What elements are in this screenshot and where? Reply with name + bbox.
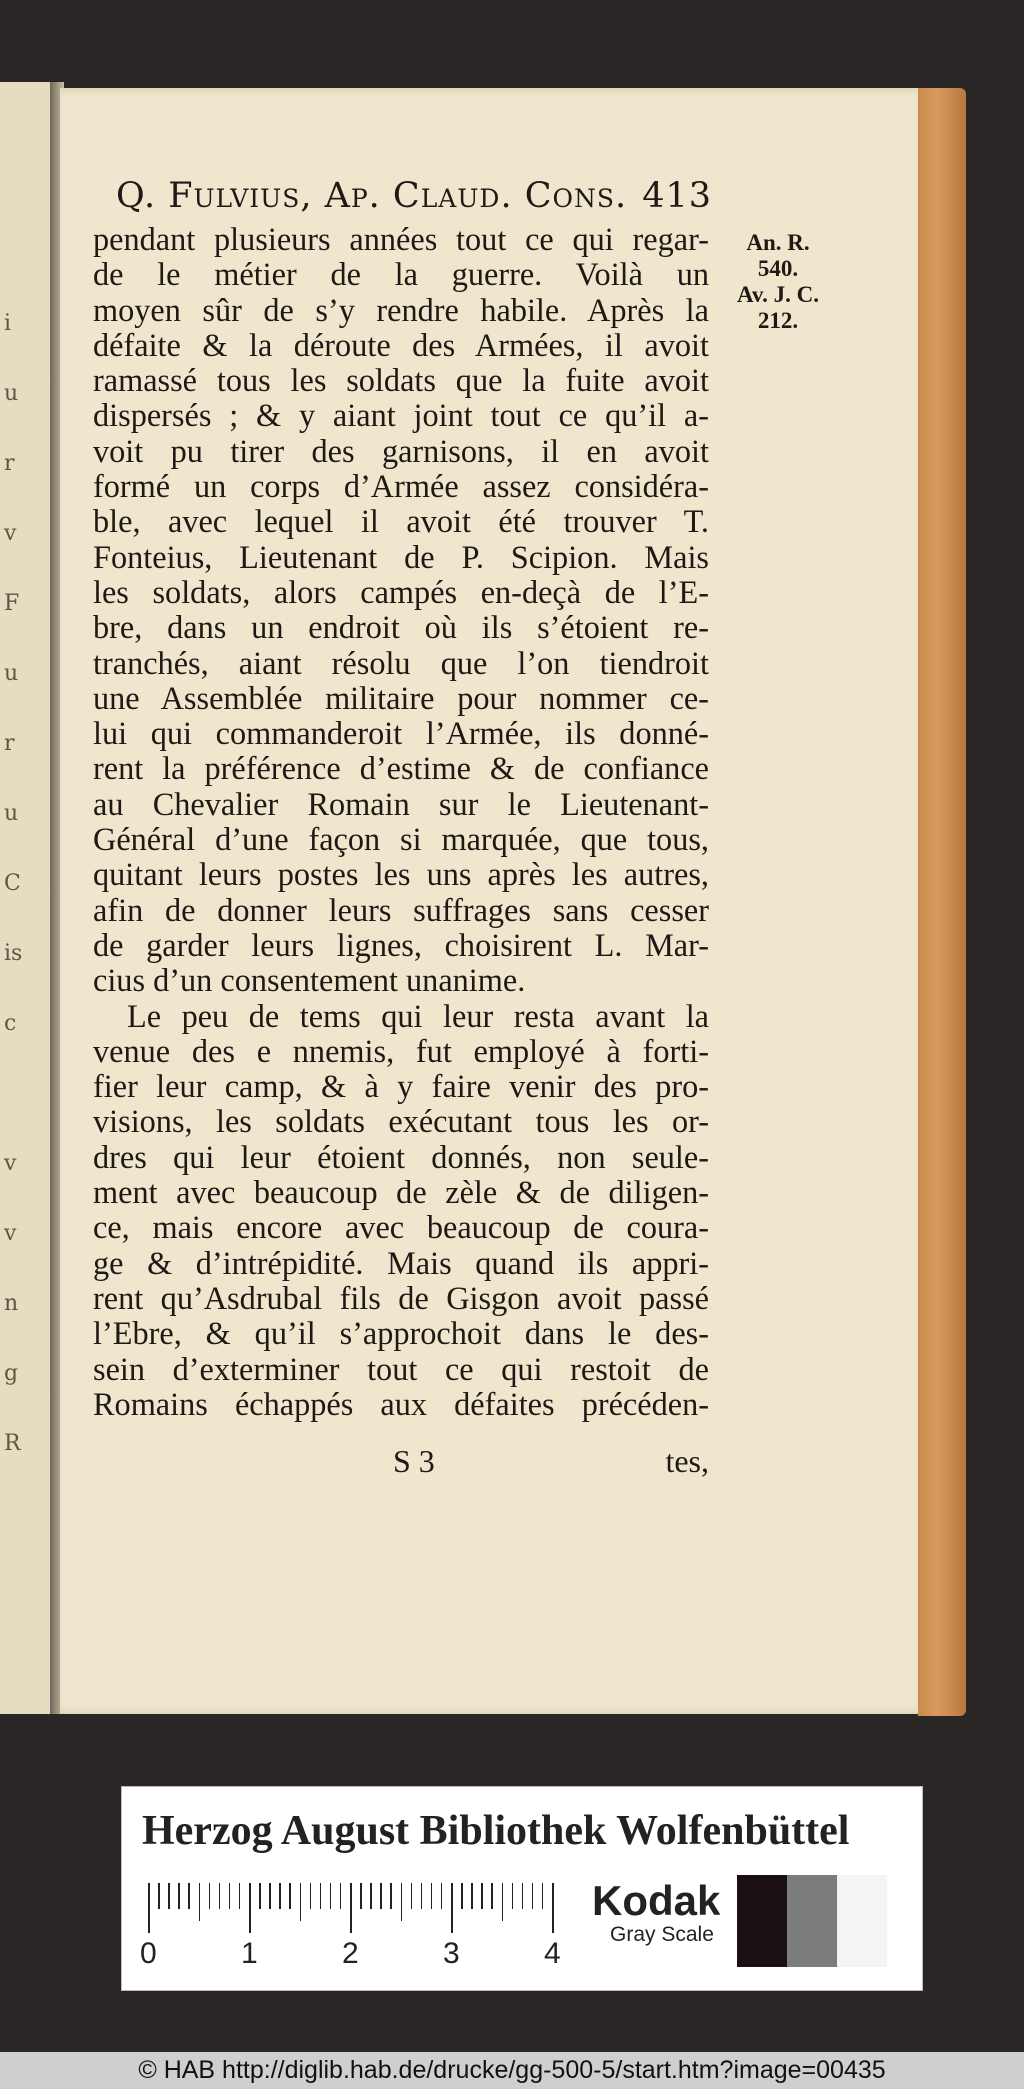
text-line: ment avec beaucoup de zèle & de diligen- xyxy=(93,1174,709,1211)
ruler-number: 1 xyxy=(241,1937,258,1970)
margin-note-line: 540. xyxy=(757,256,799,281)
kodak-gray-scale: Gray Scale xyxy=(610,1923,714,1946)
text-line: voit pu tirer des garnisons, il en avoit xyxy=(93,432,709,469)
text-line: une Assemblée militaire pour nommer ce- xyxy=(93,679,709,716)
swatch-dark xyxy=(737,1875,787,1967)
ruler-tick xyxy=(552,1883,554,1933)
ruler-tick xyxy=(370,1883,372,1909)
ruler-tick xyxy=(411,1883,413,1909)
text-line: cius d’un consentement unanime. xyxy=(93,962,526,999)
page-edge xyxy=(918,88,966,1716)
body-text xyxy=(93,222,709,1422)
ruler-tick xyxy=(279,1883,281,1909)
color-target-card xyxy=(121,1786,923,1991)
text-line: dispersés ; & y aiant joint tout ce qu’il a- xyxy=(93,397,709,434)
text-line: défaite & la déroute des Armées, il avoit xyxy=(93,326,709,363)
ruler-tick xyxy=(522,1883,524,1909)
signature-mark: S 3 xyxy=(393,1443,435,1479)
ruler-tick xyxy=(340,1883,342,1909)
ruler-number: 2 xyxy=(342,1937,359,1970)
margin-note-line: An. R. xyxy=(746,230,810,255)
text-line: les soldats, alors campés en-deçà de l’E- xyxy=(93,573,709,610)
ruler-tick xyxy=(451,1883,453,1933)
kodak-brand: Kodak xyxy=(592,1877,721,1924)
ruler-tick xyxy=(491,1883,493,1909)
ruler-tick xyxy=(512,1883,514,1909)
ruler-tick xyxy=(380,1883,382,1909)
text-line: visions, les soldats exécutant tous les or- xyxy=(93,1103,709,1140)
ruler-tick xyxy=(421,1883,423,1909)
ruler-tick xyxy=(209,1883,211,1909)
text-line: ge & d’intrépidité. Mais quand ils appri- xyxy=(93,1244,709,1281)
text-line: l’Ebre, & qu’il s’approchoit dans le des- xyxy=(93,1315,709,1352)
ruler-tick xyxy=(219,1883,221,1909)
text-line: rent la préférence d’estime & de confiance xyxy=(93,750,709,787)
ruler-number: 4 xyxy=(544,1937,561,1970)
facing-page-edge: i u r v F u r u C is c v v n g R xyxy=(0,82,58,1714)
swatch-light xyxy=(837,1875,887,1967)
text-line: Le peu de tems qui leur resta avant la xyxy=(127,997,709,1034)
text-line: de garder leurs lignes, choisirent L. Mar- xyxy=(93,926,709,963)
ruler-tick xyxy=(330,1883,332,1909)
kodak-label xyxy=(592,1879,720,1947)
ruler-tick xyxy=(532,1883,534,1909)
text-line: quitant leurs postes les uns après les autres, xyxy=(93,856,709,893)
page-number: 413 xyxy=(642,176,712,216)
text-line: Romains échappés aux défaites précéden- xyxy=(93,1385,709,1422)
ruler-tick xyxy=(542,1883,544,1909)
text-line: tranchés, aiant résolu que l’on tiendroit xyxy=(93,644,709,681)
running-header xyxy=(116,176,712,216)
ruler-tick xyxy=(148,1883,150,1933)
ruler-tick xyxy=(310,1883,312,1909)
ruler-tick xyxy=(269,1883,271,1909)
text-line: moyen sûr de s’y rendre habile. Après la xyxy=(93,291,709,328)
text-line: Général d’une façon si marquée, que tous, xyxy=(93,821,709,858)
ruler-tick xyxy=(320,1883,322,1909)
ruler-tick xyxy=(481,1883,483,1909)
text-line: formé un corps d’Armée assez considéra- xyxy=(93,468,709,505)
text-line: rent qu’Asdrubal fils de Gisgon avoit passé xyxy=(93,1279,709,1316)
text-line: au Chevalier Romain sur le Lieutenant- xyxy=(93,785,709,822)
text-line: fier leur camp, & à y faire venir des pro- xyxy=(93,1068,709,1105)
ruler-tick xyxy=(350,1883,352,1933)
margin-note-line: Av. J. C. xyxy=(737,282,819,307)
ruler-tick xyxy=(199,1883,201,1921)
text-line: venue des e nnemis, fut employé à forti- xyxy=(93,1032,709,1069)
text-line: bre, dans un endroit où ils s’étoient re- xyxy=(93,609,709,646)
text-line: lui qui commanderoit l’Armée, ils donné- xyxy=(93,715,709,752)
library-name: Herzog August Bibliothek Wolfenbüttel xyxy=(142,1808,850,1854)
copyright-caption: © HAB http://diglib.hab.de/drucke/gg-500-5/start.htm?image=00435 xyxy=(0,2052,1024,2089)
ruler-tick xyxy=(431,1883,433,1909)
ruler-tick xyxy=(471,1883,473,1909)
ruler-tick xyxy=(229,1883,231,1909)
ruler-tick xyxy=(401,1883,403,1921)
running-title: Q. Fulvius, Ap. Claud. Cons. xyxy=(116,176,628,216)
ruler-tick xyxy=(158,1883,160,1909)
ruler-tick xyxy=(259,1883,261,1909)
text-line: afin de donner leurs suffrages sans cesser xyxy=(93,891,709,928)
ruler-tick xyxy=(441,1883,443,1909)
ruler-tick xyxy=(178,1883,180,1909)
catchword: tes, xyxy=(665,1443,709,1479)
text-line: sein d’exterminer tout ce qui restoit de xyxy=(93,1350,709,1387)
ruler-tick xyxy=(300,1883,302,1921)
ruler-tick xyxy=(168,1883,170,1909)
margin-note-line: 212. xyxy=(757,308,799,333)
text-line: ble, avec lequel il avoit été trouver T. xyxy=(93,503,709,540)
ruler-tick xyxy=(360,1883,362,1909)
text-line: Fonteius, Lieutenant de P. Scipion. Mais xyxy=(93,538,709,575)
text-line: pendant plusieurs années tout ce qui regar- xyxy=(93,221,709,257)
text-line: de le métier de la guerre. Voilà un xyxy=(93,256,709,293)
margin-note xyxy=(723,230,833,334)
ruler xyxy=(148,1883,576,1933)
ruler-tick xyxy=(188,1883,190,1909)
ruler-tick xyxy=(239,1883,241,1909)
swatch-gray xyxy=(787,1875,837,1967)
ruler-tick xyxy=(461,1883,463,1909)
text-line: ramassé tous les soldats que la fuite avoit xyxy=(93,362,709,399)
ruler-tick xyxy=(390,1883,392,1909)
ruler-tick xyxy=(502,1883,504,1921)
ruler-number: 3 xyxy=(443,1937,460,1970)
text-line: dres qui leur étoient donnés, non seule- xyxy=(93,1138,709,1175)
ruler-number: 0 xyxy=(140,1937,157,1970)
ruler-tick xyxy=(249,1883,251,1933)
ruler-tick xyxy=(289,1883,291,1909)
text-line: ce, mais encore avec beaucoup de coura- xyxy=(93,1209,709,1246)
